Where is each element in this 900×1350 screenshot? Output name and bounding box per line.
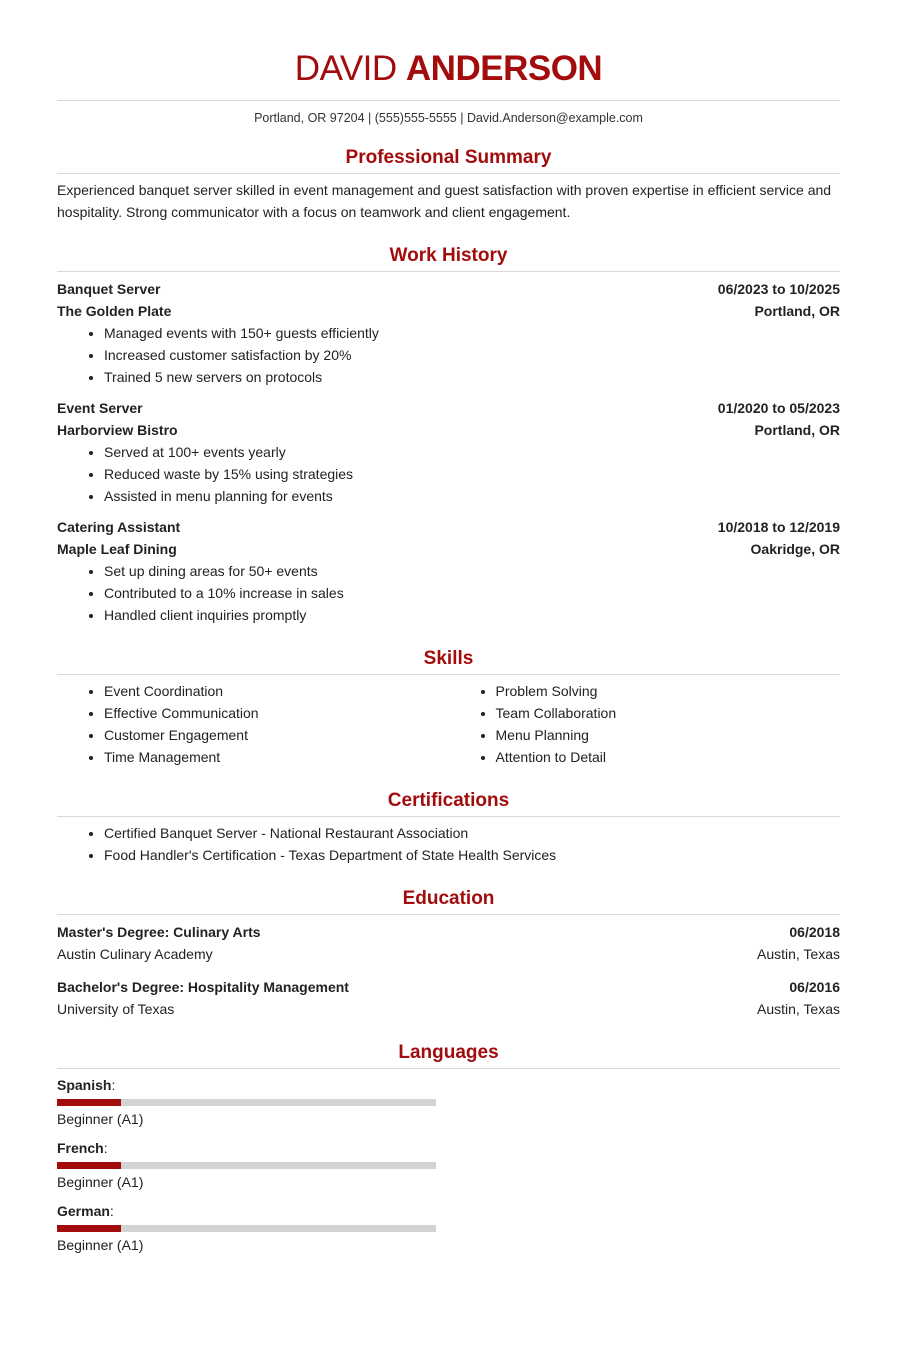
header-divider <box>57 100 840 101</box>
certifications-list <box>57 822 840 866</box>
language-level: Beginner (A1) <box>57 1237 144 1253</box>
job-company: Maple Leaf Dining <box>57 541 177 557</box>
skill-item: • Attention to Detail <box>496 746 841 768</box>
job-company: Harborview Bistro <box>57 422 178 438</box>
candidate-name <box>57 50 840 88</box>
resume-page <box>57 0 840 1264</box>
section-title-work-history: Work History <box>57 245 840 272</box>
first-name: DAVID <box>294 49 397 88</box>
language-proficiency-fill <box>57 1099 121 1106</box>
language-name: German <box>57 1203 110 1219</box>
job-bullet: • Managed events with 150+ guests efficiently <box>104 322 840 344</box>
skills-column-left <box>57 680 449 768</box>
last-name: ANDERSON <box>405 49 603 88</box>
skill-item: • Event Coordination <box>104 680 449 702</box>
job-bullets <box>57 322 840 388</box>
skill-item: • Time Management <box>104 746 449 768</box>
skill-item: • Effective Communication <box>104 702 449 724</box>
job-bullet: • Assisted in menu planning for events <box>104 485 840 507</box>
contact-line: Portland, OR 97204 | (555)555-5555 | David.Anderson@example.com <box>254 111 643 125</box>
education-entry <box>57 976 840 1020</box>
job-entry <box>57 397 840 507</box>
language-proficiency-bar <box>57 1225 436 1232</box>
language-entry: Spanish: Beginner (A1) <box>57 1075 457 1130</box>
section-title-skills: Skills <box>57 648 840 675</box>
education-degree: Master's Degree: Culinary Arts <box>57 924 261 940</box>
job-bullet: • Handled client inquiries promptly <box>104 604 840 626</box>
education-location: Austin, Texas <box>756 1001 840 1017</box>
language-name: French <box>57 1140 104 1156</box>
job-entry <box>57 278 840 388</box>
language-proficiency-fill <box>57 1162 121 1169</box>
job-bullets <box>57 441 840 507</box>
education-date: 06/2016 <box>789 979 840 995</box>
education-date: 06/2018 <box>789 924 840 940</box>
job-title: Catering Assistant <box>57 519 181 535</box>
language-entry: German: Beginner (A1) <box>57 1201 457 1256</box>
education-location: Austin, Texas <box>756 946 840 962</box>
job-bullet: • Trained 5 new servers on protocols <box>104 366 840 388</box>
job-bullet: • Contributed to a 10% increase in sales <box>104 582 840 604</box>
education-school: University of Texas <box>57 1001 175 1017</box>
job-bullets <box>57 560 840 626</box>
job-dates: 10/2018 to 12/2019 <box>717 519 840 535</box>
education-school: Austin Culinary Academy <box>57 946 213 962</box>
certification-item: • Certified Banquet Server - National Restaurant Association <box>104 822 840 844</box>
job-location: Portland, OR <box>754 422 840 438</box>
job-bullet: • Reduced waste by 15% using strategies <box>104 463 840 485</box>
education-entry <box>57 921 840 965</box>
summary-text: Experienced banquet server skilled in event management and guest satisfaction with proven expertise in efficient service and hospitality. Strong communicator with a focus on teamwork and client engagement. <box>57 182 832 220</box>
job-location: Oakridge, OR <box>750 541 840 557</box>
language-entry: French: Beginner (A1) <box>57 1138 457 1193</box>
language-name: Spanish <box>57 1077 112 1093</box>
job-dates: 06/2023 to 10/2025 <box>717 281 840 297</box>
job-title: Event Server <box>57 400 143 416</box>
section-title-summary: Professional Summary <box>57 147 840 174</box>
section-title-languages: Languages <box>57 1042 840 1069</box>
certification-item: • Food Handler's Certification - Texas Department of State Health Services <box>104 844 840 866</box>
job-dates: 01/2020 to 05/2023 <box>717 400 840 416</box>
education-degree: Bachelor's Degree: Hospitality Management <box>57 979 349 995</box>
job-entry <box>57 516 840 626</box>
languages-list <box>57 1075 840 1264</box>
job-bullet: • Served at 100+ events yearly <box>104 441 840 463</box>
job-title: Banquet Server <box>57 281 161 297</box>
section-title-certifications: Certifications <box>57 790 840 817</box>
job-bullet: • Increased customer satisfaction by 20% <box>104 344 840 366</box>
job-company: The Golden Plate <box>57 303 172 319</box>
skill-item: • Menu Planning <box>496 724 841 746</box>
language-proficiency-fill <box>57 1225 121 1232</box>
skills-column-right <box>449 680 841 768</box>
skill-item: • Customer Engagement <box>104 724 449 746</box>
job-bullet: • Set up dining areas for 50+ events <box>104 560 840 582</box>
language-proficiency-bar <box>57 1162 436 1169</box>
skill-item: • Team Collaboration <box>496 702 841 724</box>
skill-item: • Problem Solving <box>496 680 841 702</box>
skills-list <box>57 680 840 768</box>
language-level: Beginner (A1) <box>57 1174 144 1190</box>
language-proficiency-bar <box>57 1099 436 1106</box>
section-title-education: Education <box>57 888 840 915</box>
language-level: Beginner (A1) <box>57 1111 144 1127</box>
job-location: Portland, OR <box>754 303 840 319</box>
